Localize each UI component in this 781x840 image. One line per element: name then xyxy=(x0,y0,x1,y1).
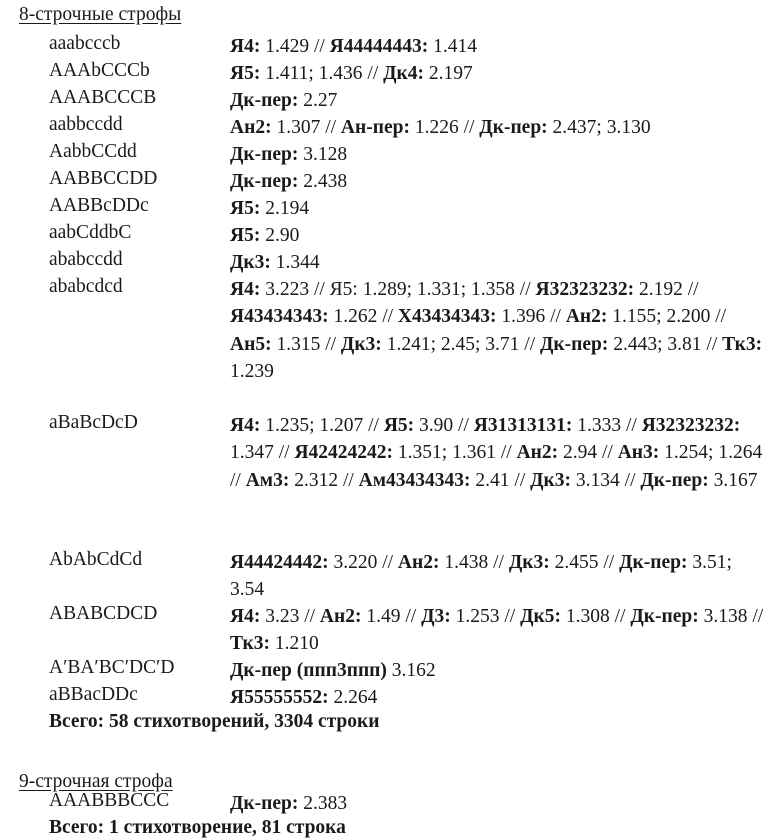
rhyme-scheme: AAABCCCB xyxy=(49,87,157,108)
reference-text: 2.383 xyxy=(298,793,348,814)
reference-text: 1.262 // xyxy=(328,306,398,328)
meter-label: Дк-пер: xyxy=(619,552,688,573)
meter-label: Я43434343: xyxy=(230,306,329,328)
reference-text: 1.351; 1.361 // xyxy=(393,442,517,464)
meter-label: Я5: xyxy=(230,225,261,246)
meter-label: Дк-пер: xyxy=(640,469,709,491)
reference-text: 1.396 // xyxy=(496,306,566,328)
reference-text: 2.41 // xyxy=(470,469,531,491)
reference-text: 3.223 // Я5: 1.289; 1.331; 1.358 // xyxy=(260,279,536,300)
meter-label: Я4: xyxy=(230,279,261,300)
meter-label: Дк4: xyxy=(383,63,425,84)
meter-label: Ан2: xyxy=(516,442,559,464)
rhyme-scheme: AABBCCDD xyxy=(49,168,158,189)
meter-references xyxy=(230,249,770,276)
reference-text: 2.27 xyxy=(298,90,338,111)
reference-text: 3.138 // xyxy=(698,606,764,627)
meter-label: Я5: xyxy=(230,198,261,219)
meter-references xyxy=(230,114,770,141)
meter-label: Я55555552: xyxy=(230,687,329,708)
reference-text: 1.344 xyxy=(270,252,320,273)
meter-label: Дк-пер: xyxy=(230,90,299,111)
reference-text: 2.312 // xyxy=(289,469,359,491)
reference-text: 1.49 // xyxy=(361,606,422,627)
reference-text: 1.235; 1.207 // xyxy=(260,415,384,436)
meter-references xyxy=(230,222,770,249)
rhyme-scheme: ababcdcd xyxy=(49,276,123,297)
meter-label: Х43434343: xyxy=(397,306,497,328)
reference-text: 3.23 // xyxy=(260,606,320,627)
meter-label: Дк-пер: xyxy=(479,117,548,138)
rhyme-scheme: AABBcDDc xyxy=(49,195,149,216)
reference-text: 2.443; 3.81 // xyxy=(608,333,723,355)
reference-text: 1.438 // xyxy=(439,552,509,573)
rhyme-scheme: A′BA′BC′DC′D xyxy=(49,657,175,678)
meter-label: Я32323232: xyxy=(641,415,741,436)
reference-text: 1.210 xyxy=(270,633,319,655)
heading-9-line-stanza: 9-строчная строфа xyxy=(19,771,173,792)
meter-label: Дк-пер (ппп3ппп) xyxy=(230,660,387,681)
reference-text: 1.429 // xyxy=(260,36,330,57)
meter-label: Д3: xyxy=(421,606,451,627)
meter-label: Тк3: xyxy=(230,633,270,655)
meter-references xyxy=(230,684,770,711)
reference-text: 1.241; 2.45; 3.71 // xyxy=(381,333,540,355)
meter-label: Дк3: xyxy=(530,469,572,491)
meter-label: Ан3: xyxy=(617,442,660,464)
meter-label: Я5: xyxy=(383,415,415,436)
reference-text: 1.333 // xyxy=(572,415,642,436)
reference-text: 1.315 // xyxy=(271,333,341,355)
meter-label: Дк-пер: xyxy=(230,793,299,814)
meter-label: Ан2: xyxy=(319,606,362,627)
reference-text: 2.438 xyxy=(298,171,348,192)
reference-text: 2.192 // xyxy=(634,279,699,300)
reference-text: 2.197 xyxy=(424,63,473,84)
reference-text: 1.414 xyxy=(428,36,477,57)
meter-label: Ан2: xyxy=(565,306,608,328)
meter-label: Дк-пер: xyxy=(230,144,299,165)
meter-references xyxy=(230,33,770,60)
meter-label: Я5: xyxy=(230,63,261,84)
meter-label: Дк3: xyxy=(230,252,271,273)
meter-label: Я44424442: xyxy=(230,552,329,573)
meter-references xyxy=(230,195,770,222)
reference-text: 3.220 // xyxy=(328,552,398,573)
reference-text: 2.437; 3.130 xyxy=(547,117,651,138)
meter-references xyxy=(230,657,770,684)
rhyme-scheme: AAABBBCCC xyxy=(49,790,170,811)
meter-references xyxy=(230,412,770,494)
meter-label: Я42424242: xyxy=(294,442,394,464)
reference-text: 2.94 // xyxy=(558,442,618,464)
meter-references xyxy=(230,168,770,195)
reference-text: 3.167 xyxy=(708,469,758,491)
reference-text: 2.264 xyxy=(328,687,378,708)
meter-label: Ан5: xyxy=(230,333,272,355)
meter-label: Тк3: xyxy=(722,333,763,355)
reference-text: 1.239 xyxy=(230,360,274,382)
meter-label: Ам43434343: xyxy=(358,469,471,491)
meter-label: Дк5: xyxy=(520,606,561,627)
reference-text: 1.308 // xyxy=(561,606,631,627)
reference-text: 1.254; 1.264 // xyxy=(230,442,763,491)
meter-label: Я4: xyxy=(230,415,261,436)
reference-text: 2.194 xyxy=(260,198,310,219)
reference-text: 1.155; 2.200 // xyxy=(607,306,727,328)
meter-label: Ан2: xyxy=(230,117,272,138)
rhyme-scheme: AAAbCCCb xyxy=(49,60,150,81)
meter-label: Дк-пер: xyxy=(539,333,609,355)
reference-text: 1.226 // xyxy=(409,117,480,138)
meter-label: Ан-пер: xyxy=(340,117,410,138)
reference-text: 3.90 // xyxy=(414,415,474,436)
total-8-line: Всего: 58 стихотворений, 3304 строки xyxy=(49,711,380,732)
meter-label: Дк3: xyxy=(508,552,550,573)
meter-label: Я31313131: xyxy=(473,415,573,436)
meter-label: Дк3: xyxy=(340,333,382,355)
reference-text: 1.411; 1.436 // xyxy=(260,63,384,84)
rhyme-scheme: aBaBcDcD xyxy=(49,412,138,433)
heading-8-line-stanzas: 8-строчные строфы xyxy=(19,4,182,25)
reference-text: 2.455 // xyxy=(549,552,620,573)
rhyme-scheme: ABABCDCD xyxy=(49,603,158,624)
meter-label: Дк-пер: xyxy=(630,606,699,627)
meter-references xyxy=(230,790,770,817)
meter-label: Ам3: xyxy=(245,469,290,491)
rhyme-scheme: aabbccdd xyxy=(49,114,123,135)
reference-text: 3.128 xyxy=(298,144,348,165)
meter-references xyxy=(230,603,770,658)
reference-text: 3.134 // xyxy=(571,469,641,491)
meter-references xyxy=(230,60,770,87)
meter-label: Я4: xyxy=(230,606,261,627)
reference-text: 2.90 xyxy=(260,225,300,246)
reference-text: 3.51; 3.54 xyxy=(230,552,732,601)
reference-text: 1.307 // xyxy=(271,117,341,138)
reference-text: 3.162 xyxy=(386,660,436,681)
rhyme-scheme: aaabcccb xyxy=(49,33,121,54)
total-9-line: Всего: 1 стихотворение, 81 строка xyxy=(49,817,346,838)
meter-label: Я32323232: xyxy=(535,279,635,300)
meter-references xyxy=(230,141,770,168)
reference-text: 1.253 // xyxy=(450,606,521,627)
reference-text: 1.347 // xyxy=(230,442,295,464)
rhyme-scheme: AabbCCdd xyxy=(49,141,137,162)
rhyme-scheme: AbAbCdCd xyxy=(49,549,143,570)
meter-references xyxy=(230,87,770,114)
meter-label: Ан2: xyxy=(397,552,440,573)
meter-label: Дк-пер: xyxy=(230,171,299,192)
rhyme-scheme: aBBacDDc xyxy=(49,684,138,705)
rhyme-scheme: ababccdd xyxy=(49,249,123,270)
meter-label: Я4: xyxy=(230,36,261,57)
meter-references xyxy=(230,276,770,385)
meter-references xyxy=(230,549,770,604)
meter-label: Я44444443: xyxy=(329,36,429,57)
rhyme-scheme: aabCddbC xyxy=(49,222,132,243)
